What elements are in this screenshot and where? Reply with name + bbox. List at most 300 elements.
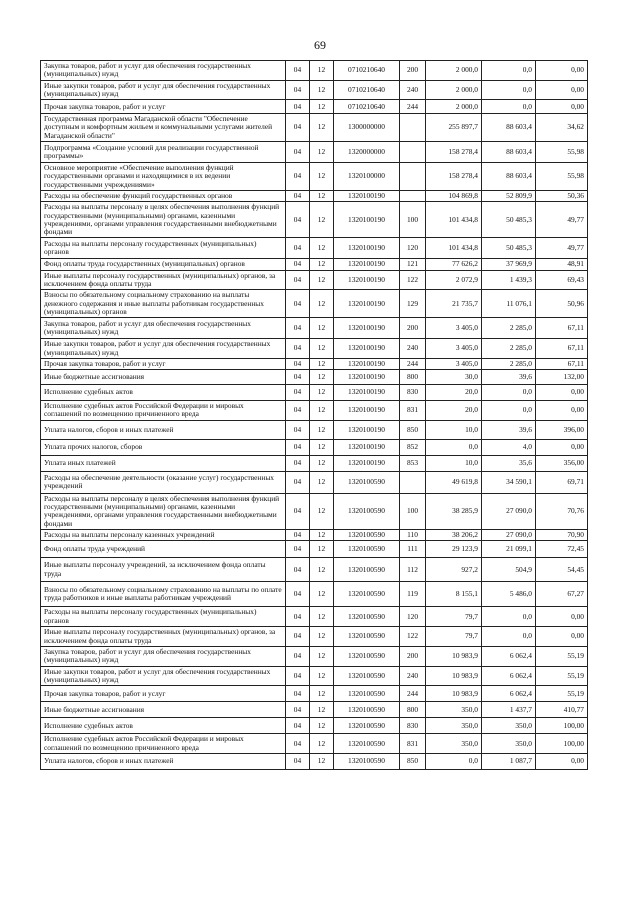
execution-percent-cell: 100,00	[536, 734, 588, 754]
table-row	[41, 61, 588, 81]
planned-amount-cell: 255 897,7	[426, 114, 482, 142]
expense-name-cell: Исполнение судебных актов	[41, 385, 286, 401]
planned-amount-cell: 101 434,8	[426, 202, 482, 238]
expense-name-cell: Исполнение судебных актов Российской Федерации и мировых соглашений по возмещению причиненного вреда	[41, 734, 286, 754]
actual-amount-cell: 0,0	[482, 607, 536, 627]
table-row	[41, 401, 588, 421]
expense-type-code-cell: 110	[400, 529, 426, 540]
expense-type-code-cell: 120	[400, 238, 426, 259]
planned-amount-cell: 158 278,4	[426, 142, 482, 163]
planned-amount-cell: 8 155,1	[426, 582, 482, 607]
planned-amount-cell: 49 619,8	[426, 471, 482, 493]
planned-amount-cell: 350,0	[426, 718, 482, 734]
table-row	[41, 420, 588, 439]
execution-percent-cell: 0,00	[536, 439, 588, 455]
target-article-code-cell: 1320100590	[334, 493, 400, 529]
execution-percent-cell: 48,91	[536, 259, 588, 270]
expense-name-cell: Прочая закупка товаров, работ и услуг	[41, 686, 286, 702]
table-row	[41, 541, 588, 558]
section-code-cell: 12	[310, 190, 334, 201]
execution-percent-cell: 34,62	[536, 114, 588, 142]
table-row	[41, 439, 588, 455]
execution-percent-cell: 49,77	[536, 202, 588, 238]
table-row	[41, 529, 588, 540]
table-row	[41, 558, 588, 582]
department-code-cell: 04	[286, 734, 310, 754]
department-code-cell: 04	[286, 190, 310, 201]
target-article-code-cell: 1320100590	[334, 558, 400, 582]
actual-amount-cell: 350,0	[482, 734, 536, 754]
section-code-cell: 12	[310, 646, 334, 666]
actual-amount-cell: 0,0	[482, 627, 536, 647]
actual-amount-cell: 21 099,1	[482, 541, 536, 558]
actual-amount-cell: 39,6	[482, 370, 536, 385]
target-article-code-cell: 1320100190	[334, 420, 400, 439]
planned-amount-cell: 20,0	[426, 385, 482, 401]
department-code-cell: 04	[286, 582, 310, 607]
expense-name-cell: Расходы на обеспечение функций государственных органов	[41, 190, 286, 201]
table-row	[41, 270, 588, 290]
table-row	[41, 339, 588, 359]
table-row	[41, 646, 588, 666]
planned-amount-cell: 79,7	[426, 607, 482, 627]
execution-percent-cell: 0,00	[536, 61, 588, 81]
execution-percent-cell: 67,11	[536, 339, 588, 359]
section-code-cell: 12	[310, 114, 334, 142]
expense-name-cell: Фонд оплаты труда государственных (муниципальных) органов	[41, 259, 286, 270]
department-code-cell: 04	[286, 163, 310, 191]
section-code-cell: 12	[310, 686, 334, 702]
section-code-cell: 12	[310, 202, 334, 238]
table-row	[41, 385, 588, 401]
execution-percent-cell: 0,00	[536, 100, 588, 114]
expense-name-cell: Иные бюджетные ассигнования	[41, 370, 286, 385]
target-article-code-cell: 1320100190	[334, 370, 400, 385]
planned-amount-cell: 0,0	[426, 439, 482, 455]
expense-name-cell: Иные выплаты персоналу государственных (муниципальных) органов, за исключением фонда оплаты труда	[41, 627, 286, 647]
expense-name-cell: Взносы по обязательному социальному страхованию на выплаты денежного содержания и иные выплаты работникам государственных (муниципальных) органов	[41, 290, 286, 318]
target-article-code-cell: 1320100590	[334, 607, 400, 627]
planned-amount-cell: 101 434,8	[426, 238, 482, 259]
section-code-cell: 12	[310, 455, 334, 471]
department-code-cell: 04	[286, 142, 310, 163]
planned-amount-cell: 3 405,0	[426, 339, 482, 359]
actual-amount-cell: 37 969,9	[482, 259, 536, 270]
section-code-cell: 12	[310, 718, 334, 734]
table-row	[41, 370, 588, 385]
target-article-code-cell: 1320100190	[334, 259, 400, 270]
expense-name-cell: Уплата налогов, сборов и иных платежей	[41, 420, 286, 439]
expense-name-cell: Прочая закупка товаров, работ и услуг	[41, 100, 286, 114]
target-article-code-cell: 1320100590	[334, 666, 400, 686]
planned-amount-cell: 927,2	[426, 558, 482, 582]
target-article-code-cell: 1320100590	[334, 471, 400, 493]
target-article-code-cell: 1320100190	[334, 455, 400, 471]
table-row	[41, 100, 588, 114]
target-article-code-cell: 1320100190	[334, 439, 400, 455]
department-code-cell: 04	[286, 290, 310, 318]
section-code-cell: 12	[310, 529, 334, 540]
target-article-code-cell: 1320100190	[334, 202, 400, 238]
department-code-cell: 04	[286, 558, 310, 582]
department-code-cell: 04	[286, 439, 310, 455]
execution-percent-cell: 54,45	[536, 558, 588, 582]
actual-amount-cell: 52 809,9	[482, 190, 536, 201]
section-code-cell: 12	[310, 471, 334, 493]
table-row	[41, 202, 588, 238]
execution-percent-cell: 67,11	[536, 318, 588, 339]
expense-type-code-cell	[400, 142, 426, 163]
department-code-cell: 04	[286, 420, 310, 439]
target-article-code-cell: 1320100190	[334, 401, 400, 421]
execution-percent-cell: 67,11	[536, 358, 588, 369]
execution-percent-cell: 132,00	[536, 370, 588, 385]
expense-type-code-cell	[400, 163, 426, 191]
actual-amount-cell: 0,0	[482, 385, 536, 401]
expense-name-cell: Уплата иных платежей	[41, 455, 286, 471]
execution-percent-cell: 0,00	[536, 607, 588, 627]
expense-type-code-cell: 111	[400, 541, 426, 558]
planned-amount-cell: 38 206,2	[426, 529, 482, 540]
section-code-cell: 12	[310, 666, 334, 686]
section-code-cell: 12	[310, 61, 334, 81]
expense-name-cell: Взносы по обязательному социальному страхованию на выплаты по оплате труда работников и иные выплаты работникам учреждений	[41, 582, 286, 607]
execution-percent-cell: 55,98	[536, 163, 588, 191]
table-row	[41, 290, 588, 318]
actual-amount-cell: 0,0	[482, 100, 536, 114]
table-row	[41, 142, 588, 163]
department-code-cell: 04	[286, 61, 310, 81]
planned-amount-cell: 158 278,4	[426, 163, 482, 191]
planned-amount-cell: 10 983,9	[426, 686, 482, 702]
execution-percent-cell: 55,19	[536, 666, 588, 686]
target-article-code-cell: 1320100590	[334, 541, 400, 558]
expense-name-cell: Расходы на выплаты персоналу казенных учреждений	[41, 529, 286, 540]
expense-type-code-cell: 122	[400, 270, 426, 290]
department-code-cell: 04	[286, 471, 310, 493]
expense-type-code-cell: 853	[400, 455, 426, 471]
department-code-cell: 04	[286, 318, 310, 339]
target-article-code-cell: 1320100190	[334, 358, 400, 369]
execution-percent-cell: 396,00	[536, 420, 588, 439]
target-article-code-cell: 1320100590	[334, 646, 400, 666]
section-code-cell: 12	[310, 238, 334, 259]
actual-amount-cell: 2 285,0	[482, 318, 536, 339]
expense-type-code-cell	[400, 471, 426, 493]
expense-type-code-cell: 100	[400, 493, 426, 529]
planned-amount-cell: 10 983,9	[426, 646, 482, 666]
table-row	[41, 163, 588, 191]
department-code-cell: 04	[286, 541, 310, 558]
expense-type-code-cell: 850	[400, 420, 426, 439]
target-article-code-cell: 1320000000	[334, 142, 400, 163]
actual-amount-cell: 1 087,7	[482, 753, 536, 769]
actual-amount-cell: 88 603,4	[482, 142, 536, 163]
actual-amount-cell: 11 076,1	[482, 290, 536, 318]
expense-name-cell: Закупка товаров, работ и услуг для обеспечения государственных (муниципальных) нужд	[41, 61, 286, 81]
execution-percent-cell: 50,96	[536, 290, 588, 318]
target-article-code-cell: 1320100190	[334, 190, 400, 201]
table-row	[41, 666, 588, 686]
section-code-cell: 12	[310, 163, 334, 191]
section-code-cell: 12	[310, 558, 334, 582]
table-row	[41, 238, 588, 259]
actual-amount-cell: 34 590,1	[482, 471, 536, 493]
execution-percent-cell: 55,98	[536, 142, 588, 163]
expense-type-code-cell	[400, 114, 426, 142]
planned-amount-cell: 2 000,0	[426, 61, 482, 81]
execution-percent-cell: 0,00	[536, 80, 588, 100]
department-code-cell: 04	[286, 370, 310, 385]
table-row	[41, 607, 588, 627]
department-code-cell: 04	[286, 358, 310, 369]
execution-percent-cell: 55,19	[536, 646, 588, 666]
actual-amount-cell: 350,0	[482, 718, 536, 734]
expense-type-code-cell: 852	[400, 439, 426, 455]
execution-percent-cell: 0,00	[536, 627, 588, 647]
target-article-code-cell: 1320100190	[334, 339, 400, 359]
planned-amount-cell: 3 405,0	[426, 318, 482, 339]
expense-name-cell: Иные бюджетные ассигнования	[41, 702, 286, 718]
actual-amount-cell: 2 285,0	[482, 339, 536, 359]
section-code-cell: 12	[310, 753, 334, 769]
department-code-cell: 04	[286, 529, 310, 540]
target-article-code-cell: 1320100590	[334, 718, 400, 734]
section-code-cell: 12	[310, 420, 334, 439]
actual-amount-cell: 39,6	[482, 420, 536, 439]
execution-percent-cell: 69,43	[536, 270, 588, 290]
department-code-cell: 04	[286, 627, 310, 647]
section-code-cell: 12	[310, 627, 334, 647]
table-row	[41, 455, 588, 471]
expense-name-cell: Прочая закупка товаров, работ и услуг	[41, 358, 286, 369]
execution-percent-cell: 70,76	[536, 493, 588, 529]
department-code-cell: 04	[286, 718, 310, 734]
section-code-cell: 12	[310, 439, 334, 455]
target-article-code-cell: 1320100590	[334, 702, 400, 718]
table-row	[41, 753, 588, 769]
planned-amount-cell: 10,0	[426, 455, 482, 471]
expense-name-cell: Закупка товаров, работ и услуг для обеспечения государственных (муниципальных) нужд	[41, 318, 286, 339]
execution-percent-cell: 72,45	[536, 541, 588, 558]
department-code-cell: 04	[286, 114, 310, 142]
execution-percent-cell: 70,90	[536, 529, 588, 540]
execution-percent-cell: 67,27	[536, 582, 588, 607]
department-code-cell: 04	[286, 80, 310, 100]
execution-percent-cell: 69,71	[536, 471, 588, 493]
department-code-cell: 04	[286, 753, 310, 769]
expense-type-code-cell: 240	[400, 80, 426, 100]
department-code-cell: 04	[286, 339, 310, 359]
expense-name-cell: Фонд оплаты труда учреждений	[41, 541, 286, 558]
department-code-cell: 04	[286, 270, 310, 290]
expense-type-code-cell: 244	[400, 358, 426, 369]
department-code-cell: 04	[286, 259, 310, 270]
execution-percent-cell: 0,00	[536, 401, 588, 421]
target-article-code-cell: 1320100590	[334, 582, 400, 607]
actual-amount-cell: 35,6	[482, 455, 536, 471]
section-code-cell: 12	[310, 259, 334, 270]
section-code-cell: 12	[310, 607, 334, 627]
target-article-code-cell: 1320100590	[334, 627, 400, 647]
execution-percent-cell: 0,00	[536, 753, 588, 769]
table-row	[41, 686, 588, 702]
actual-amount-cell: 27 090,0	[482, 529, 536, 540]
section-code-cell: 12	[310, 734, 334, 754]
planned-amount-cell: 10 983,9	[426, 666, 482, 686]
target-article-code-cell: 1320100590	[334, 753, 400, 769]
expense-type-code-cell: 119	[400, 582, 426, 607]
target-article-code-cell: 1320100590	[334, 734, 400, 754]
section-code-cell: 12	[310, 582, 334, 607]
execution-percent-cell: 356,00	[536, 455, 588, 471]
section-code-cell: 12	[310, 142, 334, 163]
section-code-cell: 12	[310, 100, 334, 114]
expense-name-cell: Расходы на выплаты персоналу государственных (муниципальных) органов	[41, 238, 286, 259]
expense-name-cell: Расходы на выплаты персоналу в целях обеспечения выполнения функций государственными (муниципальными) органами, казенными учреждениями, органами управления государственными внебюджетными фондами	[41, 493, 286, 529]
planned-amount-cell: 0,0	[426, 753, 482, 769]
planned-amount-cell: 38 285,9	[426, 493, 482, 529]
department-code-cell: 04	[286, 666, 310, 686]
execution-percent-cell: 100,00	[536, 718, 588, 734]
target-article-code-cell: 1300000000	[334, 114, 400, 142]
planned-amount-cell: 350,0	[426, 702, 482, 718]
expense-type-code-cell: 200	[400, 318, 426, 339]
target-article-code-cell: 1320100000	[334, 163, 400, 191]
target-article-code-cell: 1320100190	[334, 290, 400, 318]
planned-amount-cell: 30,0	[426, 370, 482, 385]
expense-name-cell: Иные выплаты персоналу учреждений, за исключением фонда оплаты труда	[41, 558, 286, 582]
table-row	[41, 734, 588, 754]
table-row	[41, 358, 588, 369]
expense-name-cell: Уплата прочих налогов, сборов	[41, 439, 286, 455]
expense-type-code-cell: 830	[400, 718, 426, 734]
table-row	[41, 627, 588, 647]
actual-amount-cell: 6 062,4	[482, 686, 536, 702]
page-number: 69	[314, 38, 326, 52]
table-row	[41, 702, 588, 718]
section-code-cell: 12	[310, 370, 334, 385]
expense-name-cell: Подпрограмма «Создание условий для реализации государственной программы»	[41, 142, 286, 163]
table-row	[41, 718, 588, 734]
target-article-code-cell: 1320100590	[334, 686, 400, 702]
actual-amount-cell: 0,0	[482, 80, 536, 100]
section-code-cell: 12	[310, 290, 334, 318]
section-code-cell: 12	[310, 401, 334, 421]
expense-type-code-cell: 120	[400, 607, 426, 627]
expense-type-code-cell: 240	[400, 666, 426, 686]
expense-type-code-cell: 240	[400, 339, 426, 359]
expense-type-code-cell	[400, 190, 426, 201]
expense-name-cell: Расходы на выплаты персоналу государственных (муниципальных) органов	[41, 607, 286, 627]
section-code-cell: 12	[310, 385, 334, 401]
expense-name-cell: Иные закупки товаров, работ и услуг для обеспечения государственных (муниципальных) нужд	[41, 666, 286, 686]
actual-amount-cell: 1 439,3	[482, 270, 536, 290]
expense-name-cell: Расходы на обеспечение деятельности (оказание услуг) государственных учреждений	[41, 471, 286, 493]
table-body	[41, 61, 588, 770]
expense-type-code-cell: 100	[400, 202, 426, 238]
department-code-cell: 04	[286, 401, 310, 421]
section-code-cell: 12	[310, 358, 334, 369]
expense-name-cell: Иные закупки товаров, работ и услуг для обеспечения государственных (муниципальных) нужд	[41, 80, 286, 100]
expense-name-cell: Исполнение судебных актов Российской Федерации и мировых соглашений по возмещению причиненного вреда	[41, 401, 286, 421]
target-article-code-cell: 1320100590	[334, 529, 400, 540]
expense-type-code-cell: 850	[400, 753, 426, 769]
actual-amount-cell: 50 485,3	[482, 202, 536, 238]
table-row	[41, 582, 588, 607]
planned-amount-cell: 79,7	[426, 627, 482, 647]
expense-name-cell: Исполнение судебных актов	[41, 718, 286, 734]
expense-type-code-cell: 800	[400, 702, 426, 718]
expense-type-code-cell: 830	[400, 385, 426, 401]
section-code-cell: 12	[310, 339, 334, 359]
expense-name-cell: Уплата налогов, сборов и иных платежей	[41, 753, 286, 769]
department-code-cell: 04	[286, 686, 310, 702]
actual-amount-cell: 0,0	[482, 61, 536, 81]
expense-type-code-cell: 129	[400, 290, 426, 318]
target-article-code-cell: 0710210640	[334, 80, 400, 100]
expense-name-cell: Основное мероприятие «Обеспечение выполнения функций государственными органами и находящимися в их ведении государственными учреждениями»	[41, 163, 286, 191]
actual-amount-cell: 2 285,0	[482, 358, 536, 369]
target-article-code-cell: 0710210640	[334, 61, 400, 81]
department-code-cell: 04	[286, 202, 310, 238]
section-code-cell: 12	[310, 270, 334, 290]
section-code-cell: 12	[310, 493, 334, 529]
target-article-code-cell: 1320100190	[334, 238, 400, 259]
table-row	[41, 259, 588, 270]
actual-amount-cell: 88 603,4	[482, 114, 536, 142]
table-row	[41, 190, 588, 201]
actual-amount-cell: 1 437,7	[482, 702, 536, 718]
department-code-cell: 04	[286, 646, 310, 666]
planned-amount-cell: 104 869,8	[426, 190, 482, 201]
actual-amount-cell: 6 062,4	[482, 666, 536, 686]
actual-amount-cell: 5 486,0	[482, 582, 536, 607]
table-row	[41, 471, 588, 493]
actual-amount-cell: 50 485,3	[482, 238, 536, 259]
actual-amount-cell: 0,0	[482, 401, 536, 421]
expense-type-code-cell: 121	[400, 259, 426, 270]
section-code-cell: 12	[310, 318, 334, 339]
expense-type-code-cell: 200	[400, 61, 426, 81]
department-code-cell: 04	[286, 100, 310, 114]
expense-name-cell: Иные закупки товаров, работ и услуг для обеспечения государственных (муниципальных) нужд	[41, 339, 286, 359]
target-article-code-cell: 1320100190	[334, 270, 400, 290]
table-row	[41, 493, 588, 529]
planned-amount-cell: 2 000,0	[426, 80, 482, 100]
execution-percent-cell: 49,77	[536, 238, 588, 259]
department-code-cell: 04	[286, 385, 310, 401]
target-article-code-cell: 1320100190	[334, 385, 400, 401]
planned-amount-cell: 21 735,7	[426, 290, 482, 318]
actual-amount-cell: 504,9	[482, 558, 536, 582]
planned-amount-cell: 350,0	[426, 734, 482, 754]
expense-type-code-cell: 831	[400, 734, 426, 754]
expense-name-cell: Закупка товаров, работ и услуг для обеспечения государственных (муниципальных) нужд	[41, 646, 286, 666]
expense-name-cell: Расходы на выплаты персоналу в целях обеспечения выполнения функций государственными (муниципальными) органами, казенными учреждениями, органами управления государственными внебюджетными фондами	[41, 202, 286, 238]
actual-amount-cell: 88 603,4	[482, 163, 536, 191]
execution-percent-cell: 55,19	[536, 686, 588, 702]
planned-amount-cell: 20,0	[426, 401, 482, 421]
planned-amount-cell: 29 123,9	[426, 541, 482, 558]
planned-amount-cell: 77 626,2	[426, 259, 482, 270]
target-article-code-cell: 1320100190	[334, 318, 400, 339]
table-row	[41, 318, 588, 339]
department-code-cell: 04	[286, 493, 310, 529]
execution-percent-cell: 410,77	[536, 702, 588, 718]
actual-amount-cell: 4,0	[482, 439, 536, 455]
section-code-cell: 12	[310, 541, 334, 558]
